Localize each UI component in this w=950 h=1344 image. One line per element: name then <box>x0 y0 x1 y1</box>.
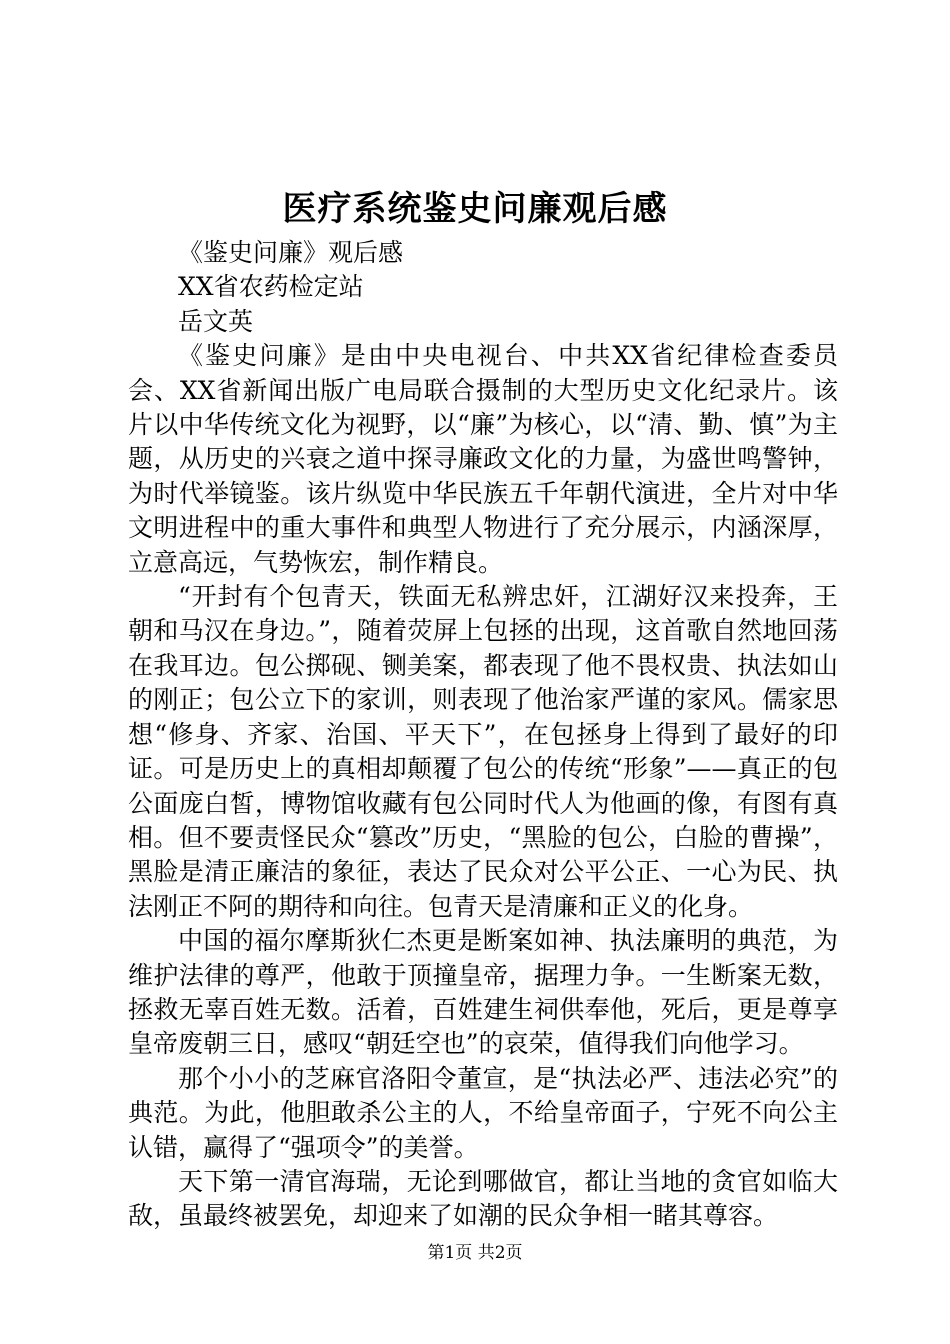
document-body <box>128 236 838 1234</box>
subtitle-line: 《鉴史问廉》观后感 <box>178 238 404 267</box>
organization-line: XX省农药检定站 <box>178 272 364 302</box>
document-title: 医疗系统鉴史问廉观后感 <box>282 189 668 229</box>
paragraph: 中国的福尔摩斯狄仁杰更是断案如神、执法廉明的典范，为维护法律的尊严，他敢于顶撞皇帝，据理力争。一生断案无数，拯救无辜百姓无数。活着，百姓建生祠供奉他，死后，更是尊享皇帝废朝三日，感叹“朝廷空也”的哀荣，值得我们向他学习。 <box>128 926 838 1059</box>
page-footer: 第1页 共2页 <box>427 1243 523 1263</box>
author-line: 岳文英 <box>178 306 254 336</box>
paragraph: 那个小小的芝麻官洛阳令董宣，是“执法必严、违法必究”的典范。为此，他胆敢杀公主的人，不给皇帝面子，宁死不向公主认错，赢得了“强项令”的美誉。 <box>128 1063 838 1162</box>
paragraph: “开封有个包青天，铁面无私辨忠奸，江湖好汉来投奔，王朝和马汉在身边。”，随着荧屏上包拯的出现，这首歌自然地回荡在我耳边。包公掷砚、铡美案，都表现了他不畏权贵、执法如山的刚正；包公立下的家训，则表现了他治家严谨的家风。儒家思想“修身、齐家、治国、平天下”，在包拯身上得到了最好的印证。可是历史上的真相却颠覆了包公的传统“形象”——真正的包公面庞白皙，博物馆收藏有包公同时代人为他画的像，有图有真相。但不要责怪民众“篡改”历史，“黑脸的包公，白脸的曹操”，黑脸是清正廉洁的象征，表达了民众对公平公正、一心为民、执法刚正不阿的期待和向往。包青天是清廉和正义的化身。 <box>128 582 838 921</box>
paragraph: 天下第一清官海瑞，无论到哪做官，都让当地的贪官如临大敌，虽最终被罢免，却迎来了如潮的民众争相一睹其尊容。 <box>128 1166 838 1231</box>
paragraph: 《鉴史问廉》是由中央电视台、中共XX省纪律检查委员会、XX省新闻出版广电局联合摄制的大型历史文化纪录片。该片以中华传统文化为视野，以“廉”为核心，以“清、勤、慎”为主题，从历史的兴衰之道中探寻廉政文化的力量，为盛世鸣警钟，为时代举镜鉴。该片纵览中华民族五千年朝代演进，全片对中华文明进程中的重大事件和典型人物进行了充分展示，内涵深厚，立意高远，气势恢宏，制作精良。 <box>128 341 838 577</box>
